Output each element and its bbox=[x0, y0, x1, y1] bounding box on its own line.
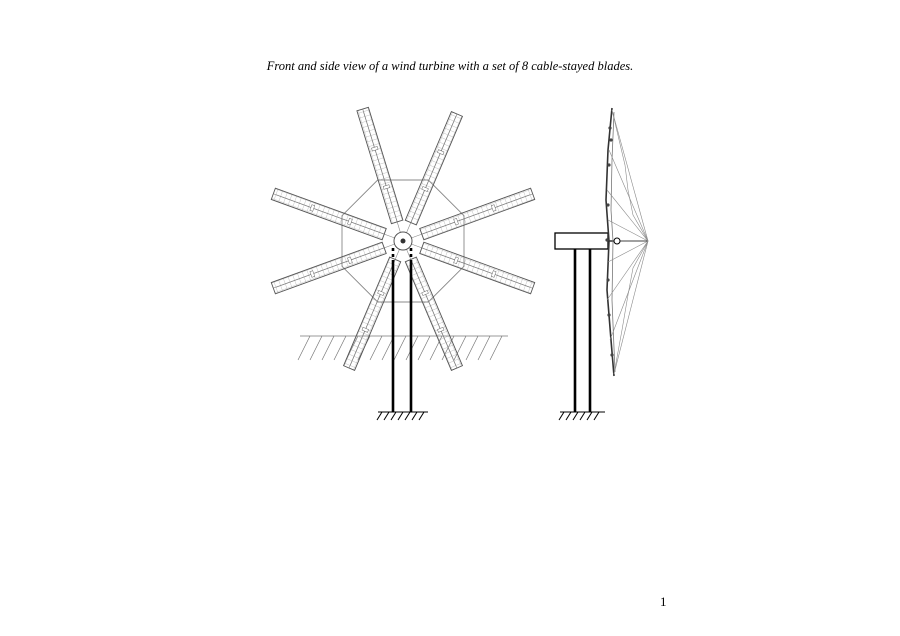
figure-caption: Front and side view of a wind turbine with a set of 8 cable-stayed blades. bbox=[266, 59, 634, 73]
front-base-support bbox=[377, 412, 428, 420]
hub bbox=[394, 232, 412, 250]
side-view bbox=[555, 108, 648, 420]
blade-1 bbox=[357, 107, 406, 235]
side-base-support bbox=[559, 412, 605, 420]
nacelle bbox=[555, 233, 608, 249]
ground-hatching bbox=[298, 336, 508, 360]
side-tower bbox=[575, 249, 590, 412]
blade-8 bbox=[271, 188, 397, 244]
side-rotor bbox=[605, 108, 648, 376]
tower bbox=[393, 262, 411, 412]
front-view bbox=[271, 107, 534, 420]
page-number: 1 bbox=[660, 594, 667, 609]
